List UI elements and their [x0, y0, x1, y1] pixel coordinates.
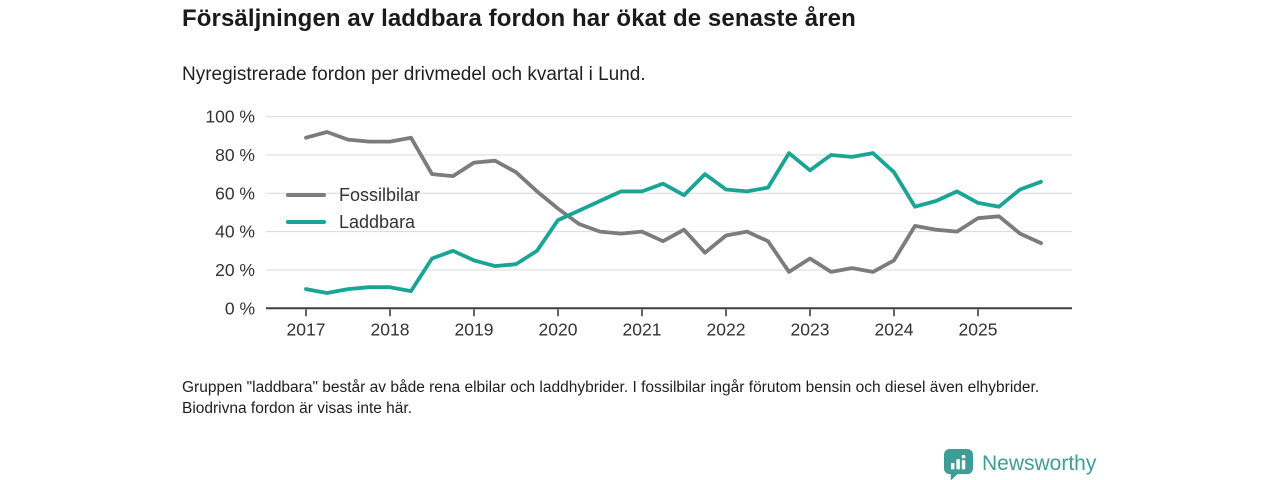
legend-item-fossilbilar — [286, 185, 420, 205]
newsworthy-logo — [943, 448, 1096, 480]
y-axis-tick-label: 0 % — [224, 298, 255, 319]
y-axis-tick-label: 60 % — [215, 183, 255, 204]
legend-label-fossilbilar: Fossilbilar — [339, 184, 421, 205]
chart-legend — [286, 185, 420, 232]
y-axis-tick-label: 100 % — [205, 106, 255, 127]
y-axis-tick-label: 20 % — [215, 259, 255, 280]
chart-subtitle: Nyregistrerade fordon per drivmedel och kvartal i Lund. — [182, 64, 646, 85]
chart-footnote: Gruppen "laddbara" består av både rena elbilar och laddhybrider. I fossilbilar ingår förutom bensin och diesel även elhybrider. Biodrivna fordon är visas inte här. — [182, 379, 1040, 417]
laddbara-line-swatch — [286, 220, 326, 225]
newsworthy-wordmark: Newsworthy — [982, 452, 1097, 475]
newsworthy-bubble-barchart-icon — [943, 448, 974, 480]
x-axis-year-label: 2019 — [454, 319, 494, 340]
x-axis-year-label: 2021 — [622, 319, 662, 340]
legend-label-laddbara: Laddbara — [339, 211, 416, 232]
y-axis-tick-label: 40 % — [215, 221, 255, 242]
x-axis-year-label: 2022 — [706, 319, 746, 340]
chart-title: Försäljningen av laddbara fordon har ökat de senaste åren — [182, 5, 856, 32]
legend-item-laddbara — [286, 212, 420, 232]
x-axis-year-label: 2025 — [958, 319, 998, 340]
fossilbilar-line-swatch — [286, 193, 326, 198]
x-axis-year-label: 2017 — [286, 319, 326, 340]
x-axis-year-label: 2023 — [790, 319, 830, 340]
x-axis-year-label: 2024 — [874, 319, 914, 340]
x-axis-year-label: 2020 — [538, 319, 578, 340]
x-axis-year-label: 2018 — [370, 319, 410, 340]
y-axis-tick-label: 80 % — [215, 144, 255, 165]
